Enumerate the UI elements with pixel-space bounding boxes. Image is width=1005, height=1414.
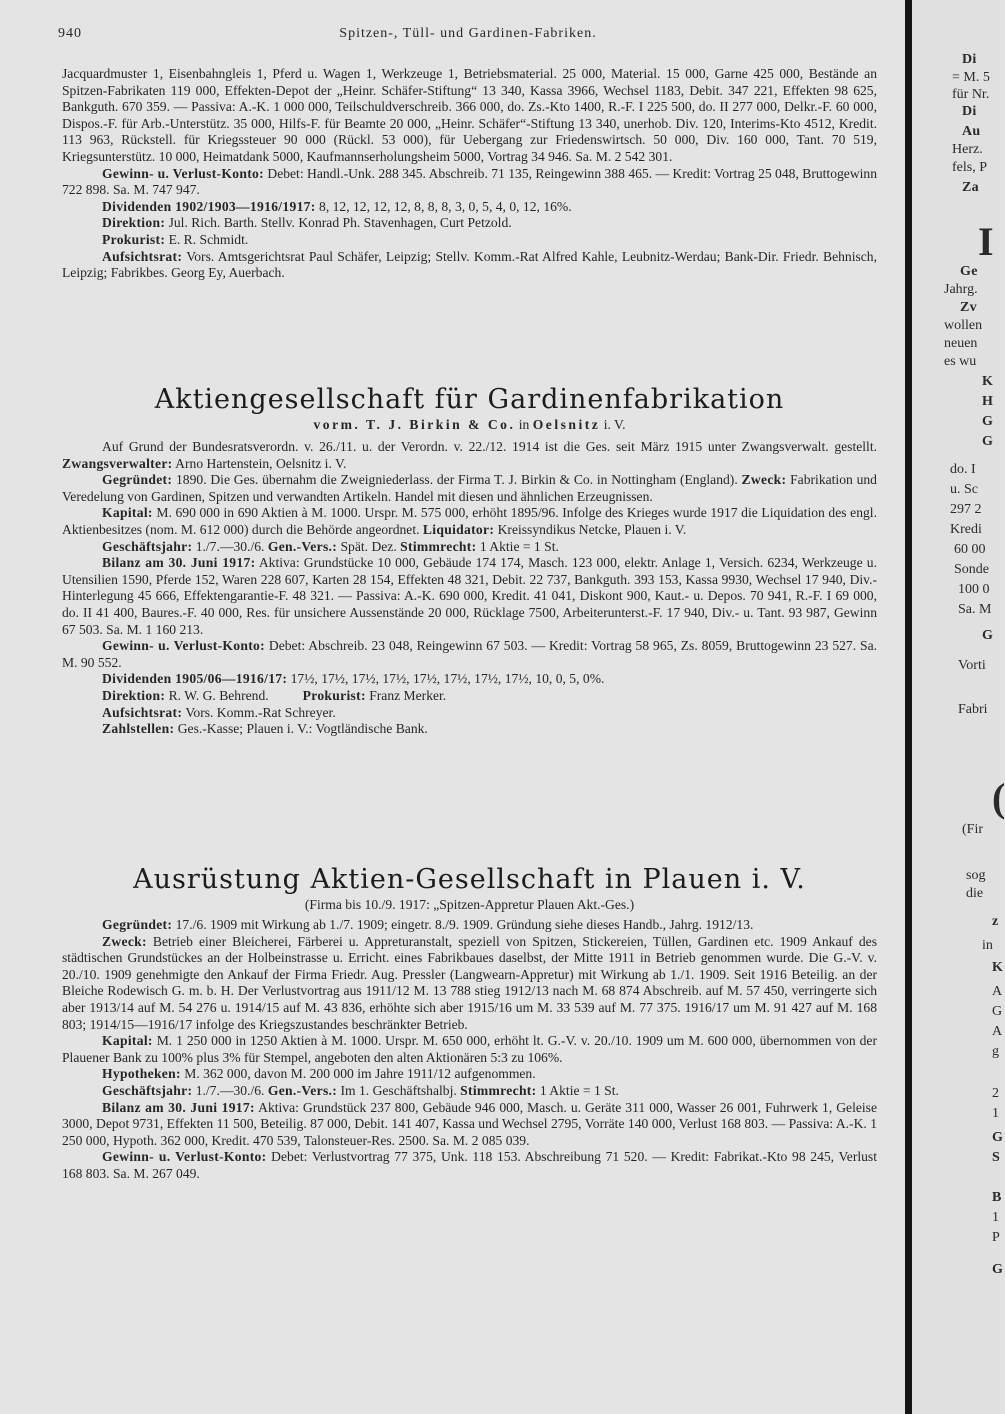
edge-fragment: K xyxy=(992,960,1004,975)
edge-fragment: g xyxy=(992,1044,999,1059)
edge-fragment: G xyxy=(982,434,994,449)
capital-text: M. 1 250 000 in 1250 Aktien à M. 1000. Urspr. M. 650 000, erhöht lt. G.-V. v. 20./10. 1909 um M. 600 000, übernommen von der Plauener Bank zu 100% plus 3% für Stempel, angeboten den alten Aktionären 5:3 zu 106%. xyxy=(62,1033,877,1065)
edge-fragment: P xyxy=(992,1230,1000,1245)
dividends-text: 8, 12, 12, 12, 12, 8, 8, 8, 3, 0, 5, 4, 0, 12, 16%. xyxy=(319,198,572,214)
edge-fragment: K xyxy=(982,374,994,389)
dividends xyxy=(62,671,877,688)
directors xyxy=(62,215,877,232)
edge-fragment: sog xyxy=(966,868,986,883)
fiscal-year-label: Geschäftsjahr: xyxy=(102,538,193,554)
intro-text: Auf Grund der Bundesratsverordn. v. 26./11. u. der Verordn. v. 22./12. 1914 ist die Ges. seit März 1915 unter Zwangsverwalt. gestellt. xyxy=(102,439,877,454)
dividends xyxy=(62,199,877,216)
supervisory-board-label: Aufsichtsrat: xyxy=(102,248,183,264)
mortgages-label: Hypotheken: xyxy=(102,1066,181,1082)
edge-fragment: Sa. M xyxy=(958,602,992,617)
liquidator-label: Liquidator: xyxy=(422,521,495,537)
directors-label: Direktion: xyxy=(102,215,166,231)
edge-fragment: Kredi xyxy=(950,522,982,537)
edge-fragment: für Nr. xyxy=(952,87,990,102)
edge-fragment: Za xyxy=(962,180,979,195)
supervisory-board xyxy=(62,249,877,282)
purpose-text: Fabrikation und Veredelung von Gardinen, Spitzen und verwandten Artikeln. Handel mit diesen und ähnlichen Erzeugnissen. xyxy=(62,472,877,504)
mortgages-text: M. 362 000, davon M. 200 000 im Jahre 1911/12 aufgenommen. xyxy=(184,1066,536,1082)
balance-sheet xyxy=(62,1100,877,1150)
edge-fragment: do. I xyxy=(950,462,976,477)
directors-text: Jul. Rich. Barth. Stellv. Konrad Ph. Stavenhagen, Curt Petzold. xyxy=(168,215,512,231)
balance-sheet-label: Bilanz am 30. Juni 1917: xyxy=(102,555,256,571)
fiscal-year-text: 1./7.—30./6. xyxy=(195,538,265,554)
edge-fragment: S xyxy=(992,1150,1001,1165)
capital-label: Kapital: xyxy=(102,1033,153,1049)
company-title: Aktiengesellschaft für Gardinenfabrikation xyxy=(154,384,785,415)
dividends-label: Dividenden 1905/06—1916/17: xyxy=(102,671,288,687)
supervisory-board-text: Vors. Komm.-Rat Schreyer. xyxy=(185,704,336,720)
paying-agents xyxy=(62,721,877,738)
balance-continued: Jacquardmuster 1, Eisenbahngleis 1, Pferd u. Wagen 1, Werkzeuge 1, Betriebsmaterial. 25 000, Material. 15 000, Garne 425 000, Bestände an Spitzen-Fabrikaten 119 000, Effekten-Depot der „Heinr. Schäfer-Stiftung“ 13 340, Kassa 3966, Wechsel 1183, Debit. 347 221, Effekten 98 625, Bankguth. 670 359. — Passiva: A.-K. 1 000 000, Teilschuldverschreib. 366 000, do. Zs.-Kto 1400, R.-F. I 225 500, do. II 277 000, Delkr.-F. 60 000, Dispos.-F. für Arb.-Unterstütz. 35 000, Hilfs-F. für Beamte 20 000, „Heinr. Schäfer“-Stiftung 13 340, unerhob. Div. 120, Interims-Kto 4512, Kredit. 113 963, Rückstell. für Kriegssteuer 90 000 (Rückl. 53 000), für Uebergang zur Friedenswirtsch. 50 000, Div. 160 000, Tant. 70 519, Kriegsunterstütz. 10 000, Heimatdank 5000, Kaufmannserholungsheim 5000, Vortrag 34 946. Sa. M. 2 542 301. xyxy=(62,66,877,164)
founded-label: Gegründet: xyxy=(102,472,173,488)
voting-right-label: Stimmrecht: xyxy=(400,538,477,554)
general-meeting-label: Gen.-Vers.: xyxy=(267,1082,338,1098)
edge-fragment: G xyxy=(992,1262,1004,1277)
edge-fragment: (Fir xyxy=(962,822,983,837)
mortgages xyxy=(62,1066,877,1083)
balance-sheet-label: Bilanz am 30. Juni 1917: xyxy=(102,1099,255,1115)
administrator-text: Arno Hartenstein, Oelsnitz i. V. xyxy=(175,455,347,471)
procurator-label: Prokurist: xyxy=(302,687,366,703)
administrator-label: Zwangsverwalter: xyxy=(62,455,173,471)
edge-fragment: A xyxy=(992,1024,1003,1039)
general-meeting-text: Spät. Dez. xyxy=(340,538,397,554)
edge-fragment: G xyxy=(982,414,994,429)
edge-fragment: ( xyxy=(992,775,1005,820)
edge-fragment: 60 00 xyxy=(954,542,986,557)
liquidator-text: Kreissyndikus Netcke, Plauen i. V. xyxy=(497,521,687,537)
edge-fragment: G xyxy=(992,1004,1003,1019)
purpose-label: Zweck: xyxy=(102,933,147,949)
profit-loss-account xyxy=(62,638,877,671)
fiscal-year xyxy=(62,539,877,556)
supervisory-board-text: Vors. Amtsgerichtsrat Paul Schäfer, Leipzig; Stellv. Komm.-Rat Alfred Kahle, Leubnitz-Werdau; Bank-Dir. Friedr. Behnisch, Leipzig; Fabrikbes. Georg Ey, Auerbach. xyxy=(62,248,877,281)
founded xyxy=(62,917,877,934)
edge-fragment: Di xyxy=(962,52,977,67)
company-former-name: vorm. T. J. Birkin & Co. xyxy=(313,417,516,432)
edge-fragment: H xyxy=(982,394,994,409)
adjacent-page-edge xyxy=(912,0,1005,1414)
directors xyxy=(62,688,877,705)
edge-fragment: Ge xyxy=(960,264,978,279)
company-region: i. V. xyxy=(603,417,626,432)
edge-fragment: B xyxy=(992,1190,1002,1205)
capital-text: M. 690 000 in 690 Aktien à M. 1000. Urspr. M. 575 000, erhöht 1895/96. Infolge des Krieges wurde 1917 die Liquidation des engl. Aktienbesitzes (nom. M. 612 000) durch die Behörde angeordnet. xyxy=(62,505,877,537)
dividends-text: 17½, 17½, 17½, 17½, 17½, 17½, 17½, 17½, 10, 0, 5, 0%. xyxy=(290,671,605,687)
purpose-label: Zweck: xyxy=(741,472,787,488)
compulsory-administration xyxy=(62,439,877,472)
edge-fragment: G xyxy=(992,1130,1004,1145)
procurator-label: Prokurist: xyxy=(102,231,166,247)
voting-right-text: 1 Aktie = 1 St. xyxy=(539,1082,619,1098)
profit-loss-account xyxy=(62,166,877,199)
founded-text: 17./6. 1909 mit Wirkung ab 1./7. 1909; eingetr. 8./9. 1909. Gründung siehe dieses Handb., Jahrg. 1912/13. xyxy=(175,917,754,932)
profit-loss-label: Gewinn- u. Verlust-Konto: xyxy=(102,638,265,654)
page-gutter-divider xyxy=(905,0,912,1414)
edge-fragment: 100 0 xyxy=(958,582,990,597)
fiscal-year xyxy=(62,1083,877,1100)
edge-fragment: fels, P xyxy=(952,160,987,175)
company-city: Oelsnitz xyxy=(532,417,601,432)
edge-fragment: z xyxy=(992,914,999,929)
capital xyxy=(62,505,877,538)
capital xyxy=(62,1033,877,1066)
supervisory-board-label: Aufsichtsrat: xyxy=(102,704,183,720)
edge-fragment: Zv xyxy=(960,300,977,315)
section-company-gardinenfabrikation xyxy=(62,384,877,738)
company-title: Ausrüstung Aktien-Gesellschaft in Plauen i. V. xyxy=(133,864,806,895)
procurator xyxy=(62,232,877,249)
edge-fragment: Sonde xyxy=(954,562,989,577)
purpose-text: Betrieb einer Bleicherei, Färberei u. Appreturanstalt, speziell von Spitzen, Stickereien, Tüllen, Gardinen etc. 1909 Ankauf des städtischen Grundstückes an der Holbeinstrasse u. Erricht. eines Fabrikbaues daselbst, der Mitte 1911 in Betrieb genommen wurde. Die G.-V. v. 20./10. 1909 genehmigte den Ankauf der Firma Friedr. Aug. Pressler (Langwearn-Appretur) mit Wirkung ab 1./1. 1909. Seit 1916 Beteilig. an der Bleiche Rodewisch G. m. b. H. Der Verlustvortrag aus 1911/12 M. 13 788 stieg 1912/13 nach M. 68 874 Abschreib. auf M. 57 450, verringerte sich aber 1913/14 auf M. 54 276 u. 1914/15 auf M. 43 836, erhöhte sich aber 1915/16 um M. 33 539 auf M. 77 375. 1916/17 um M. 91 427 auf M. 168 803; 1914/15—1916/17 infolge des Kriegszustandes beschränkter Betrieb. xyxy=(62,933,877,1032)
edge-fragment: I xyxy=(978,219,994,264)
edge-fragment: = M. 5 xyxy=(952,70,990,85)
fiscal-year-label: Geschäftsjahr: xyxy=(102,1082,193,1098)
general-meeting-text: Im 1. Geschäftshalbj. xyxy=(340,1082,457,1098)
profit-loss-label: Gewinn- u. Verlust-Konto: xyxy=(102,165,264,181)
directors-text: R. W. G. Behrend. xyxy=(168,687,269,703)
section-company-ausruestung xyxy=(62,864,877,1183)
company-subtitle: (Firma bis 10./9. 1917: „Spitzen-Appretur Plauen Akt.-Ges.) xyxy=(304,897,635,912)
edge-fragment: Herz. xyxy=(952,142,983,157)
profit-loss-text: Debet: Verlustvortrag 77 375, Unk. 118 153. Abschreibung 71 520. — Kredit: Fabrikat.-Kto 98 245, Verlust 168 803. Sa. M. 267 049. xyxy=(62,1149,877,1181)
edge-fragment: A xyxy=(992,984,1003,999)
founded xyxy=(62,472,877,505)
balance-sheet xyxy=(62,555,877,638)
company-subtitle xyxy=(62,416,877,433)
edge-fragment: G xyxy=(982,628,994,643)
voting-right-text: 1 Aktie = 1 St. xyxy=(479,538,559,554)
founded-label: Gegründet: xyxy=(102,917,173,932)
dividends-label: Dividenden 1902/1903—1916/1917: xyxy=(102,198,316,214)
edge-fragment: 1 xyxy=(992,1210,999,1225)
fiscal-year-text: 1./7.—30./6. xyxy=(195,1082,265,1098)
profit-loss-label: Gewinn- u. Verlust-Konto: xyxy=(102,1149,267,1165)
edge-fragment: Fabri xyxy=(958,702,988,717)
running-title: Spitzen-, Tüll- und Gardinen-Fabriken. xyxy=(339,26,597,41)
edge-fragment: 297 2 xyxy=(950,502,982,517)
general-meeting-label: Gen.-Vers.: xyxy=(267,538,338,554)
page-number: 940 xyxy=(58,26,82,41)
directors-label: Direktion: xyxy=(102,687,166,703)
edge-fragment: Au xyxy=(962,124,981,139)
capital-label: Kapital: xyxy=(102,505,153,521)
balance-sheet-text: Aktiva: Grundstück 237 800, Gebäude 946 000, Masch. u. Geräte 311 000, Wasser 26 001, Fuhrwerk 1, Geleise 3000, Depot 9731, Effekten 11 500, Beteilig. 87 000, Debit. 141 407, Kassa und Wechsel 2795, Vorräte 140 000, Verlust 168 803. — Passiva: A.-K. 1 250 000, Hypoth. 362 000, Kredit. 470 539, Talonsteuer-Res. 2500. Sa. M. 2 085 039. xyxy=(62,1099,878,1148)
purpose xyxy=(62,934,877,1034)
voting-right-label: Stimmrecht: xyxy=(460,1082,537,1098)
edge-fragment: es wu xyxy=(944,354,977,369)
profit-loss-text: Debet: Handl.-Unk. 288 345. Abschreib. 71 135, Reingewinn 388 465. — Kredit: Vortrag 25 048, Bruttogewinn 722 898. Sa. M. 747 947. xyxy=(62,165,878,198)
founded-text: 1890. Die Ges. übernahm die Zweigniederlass. der Firma T. J. Birkin & Co. in Nottingham (England). xyxy=(176,472,738,488)
edge-fragment: Jahrg. xyxy=(944,282,978,297)
edge-fragment: in xyxy=(982,938,993,953)
edge-fragment: Vorti xyxy=(958,658,986,673)
profit-loss-text: Debet: Abschreib. 23 048, Reingewinn 67 503. — Kredit: Vortrag 58 965, Zs. 8059, Bruttogewinn 23 527. Sa. M. 90 552. xyxy=(62,638,878,670)
edge-fragment: 2 xyxy=(992,1086,999,1101)
supervisory-board xyxy=(62,705,877,722)
procurator-text: Franz Merker. xyxy=(369,687,447,703)
procurator-text: E. R. Schmidt. xyxy=(168,231,249,247)
paying-agents-label: Zahlstellen: xyxy=(102,721,175,737)
edge-fragment: u. Sc xyxy=(950,482,978,497)
edge-fragment: die xyxy=(966,886,984,901)
edge-fragment: Di xyxy=(962,104,977,119)
edge-fragment: wollen xyxy=(944,318,983,333)
section-continued-entry xyxy=(62,66,877,282)
edge-fragment: 1 xyxy=(992,1106,999,1121)
paying-agents-text: Ges.-Kasse; Plauen i. V.: Vogtländische Bank. xyxy=(177,721,428,737)
edge-fragment: neuen xyxy=(944,336,978,351)
profit-loss-account xyxy=(62,1149,877,1182)
page-header xyxy=(58,26,878,50)
company-subtitle-in: in xyxy=(518,417,530,432)
balance-sheet-text: Aktiva: Grundstücke 10 000, Gebäude 174 174, Masch. 123 000, elektr. Anlage 1, Versich. 6234, Werkzeuge u. Utensilien 1590, Pferde 152, Waren 228 607, Karten 28 154, Effekten 48 321, Debit. 22 737, Bankguth. 393 153, Kassa 9930, Wechsel 17 940, Div.-Hinterlegung 45 666, Effektengarantie-F. 48 321. — Passiva: A.-K. 690 000, Kredit. 41 041, Diskont 900, Kaut.- u. Depos. 70 941, R.-F. I 69 000, do. II 41 400, Baures.-F. 40 000, Res. für unsichere Aussenstände 20 000, Rücklage 7500, Arbeiterunterst.-F. 17 940, Div.- u. Tant. 93 987, Gewinn 67 503. Sa. M. 1 160 213. xyxy=(62,555,877,637)
